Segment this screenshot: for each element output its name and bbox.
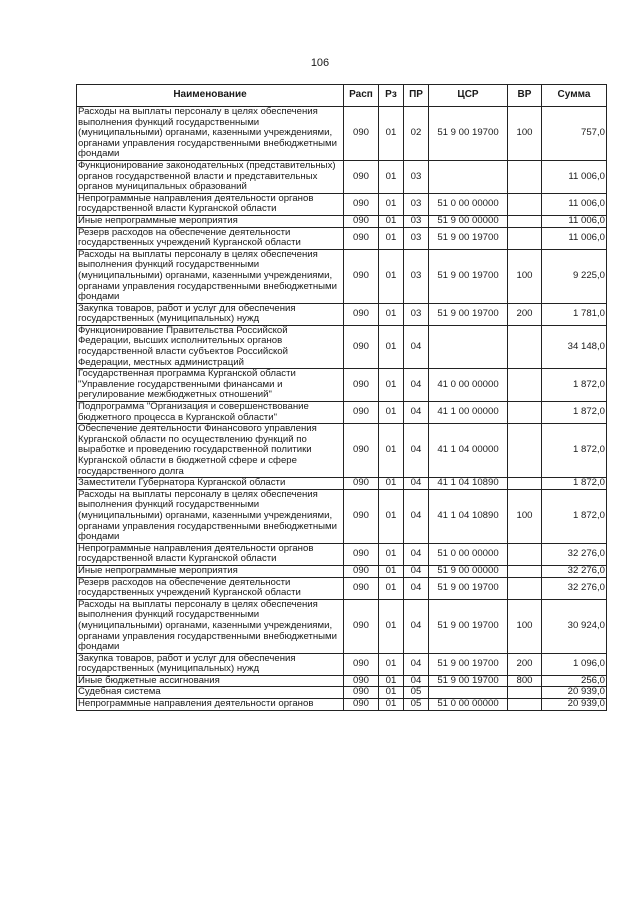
table-row xyxy=(77,478,607,490)
cell-pr: 03 xyxy=(404,215,429,227)
cell-sum: 34 148,0 xyxy=(542,325,607,368)
cell-sum: 30 924,0 xyxy=(542,599,607,653)
cell-pr: 05 xyxy=(404,687,429,699)
header-rz: Рз xyxy=(379,85,404,107)
cell-pr: 04 xyxy=(404,478,429,490)
cell-sum: 1 872,0 xyxy=(542,489,607,543)
cell-pr: 03 xyxy=(404,249,429,303)
cell-name: Закупка товаров, работ и услуг для обеспечения государственных (муниципальных) нужд xyxy=(77,303,344,325)
cell-name: Иные непрограммные мероприятия xyxy=(77,215,344,227)
header-csr: ЦСР xyxy=(429,85,508,107)
cell-name: Заместители Губернатора Курганской области xyxy=(77,478,344,490)
cell-vr xyxy=(508,687,542,699)
table-row xyxy=(77,160,607,193)
table-row xyxy=(77,325,607,368)
cell-csr: 41 1 00 00000 xyxy=(429,402,508,424)
cell-name: Закупка товаров, работ и услуг для обеспечения государственных (муниципальных) нужд xyxy=(77,653,344,675)
cell-vr: 100 xyxy=(508,599,542,653)
cell-rasp: 090 xyxy=(344,599,379,653)
cell-csr: 51 0 00 00000 xyxy=(429,543,508,565)
cell-name: Подпрограмма "Организация и совершенствование бюджетного процесса в Курганской области" xyxy=(77,402,344,424)
cell-vr: 100 xyxy=(508,107,542,161)
cell-rasp: 090 xyxy=(344,489,379,543)
cell-csr: 51 9 00 19700 xyxy=(429,653,508,675)
cell-pr: 04 xyxy=(404,325,429,368)
cell-csr: 51 9 00 19700 xyxy=(429,249,508,303)
table-row xyxy=(77,489,607,543)
table-row xyxy=(77,565,607,577)
cell-sum: 256,0 xyxy=(542,675,607,687)
cell-vr: 200 xyxy=(508,653,542,675)
cell-name: Расходы на выплаты персоналу в целях обеспечения выполнения функций государственными (муниципальными) органами, казенными учреждениями, органами управления государственными внебюджетными фондами xyxy=(77,107,344,161)
cell-pr: 04 xyxy=(404,653,429,675)
cell-rz: 01 xyxy=(379,193,404,215)
cell-sum: 9 225,0 xyxy=(542,249,607,303)
cell-vr xyxy=(508,699,542,711)
cell-csr: 51 9 00 00000 xyxy=(429,565,508,577)
cell-vr: 100 xyxy=(508,489,542,543)
cell-pr: 04 xyxy=(404,565,429,577)
cell-vr: 200 xyxy=(508,303,542,325)
cell-pr: 03 xyxy=(404,227,429,249)
table-row xyxy=(77,687,607,699)
cell-rasp: 090 xyxy=(344,227,379,249)
cell-pr: 04 xyxy=(404,543,429,565)
cell-pr: 04 xyxy=(404,369,429,402)
cell-csr: 51 9 00 19700 xyxy=(429,577,508,599)
cell-sum: 1 872,0 xyxy=(542,369,607,402)
cell-name: Государственная программа Курганской области "Управление государственными финансами и регулирование межбюджетных отношений" xyxy=(77,369,344,402)
cell-vr xyxy=(508,424,542,478)
cell-rz: 01 xyxy=(379,489,404,543)
cell-name: Обеспечение деятельности Финансового управления Курганской области по осуществлению функций по выработке и проведению государственной политики Курганской области в бюджетной сфере и сфере государственного долга xyxy=(77,424,344,478)
table-row xyxy=(77,699,607,711)
cell-rasp: 090 xyxy=(344,653,379,675)
cell-vr xyxy=(508,193,542,215)
cell-vr xyxy=(508,215,542,227)
cell-rz: 01 xyxy=(379,543,404,565)
cell-rz: 01 xyxy=(379,107,404,161)
cell-name: Расходы на выплаты персоналу в целях обеспечения выполнения функций государственными (муниципальными) органами, казенными учреждениями, органами управления государственными внебюджетными фондами xyxy=(77,249,344,303)
cell-rasp: 090 xyxy=(344,687,379,699)
cell-rasp: 090 xyxy=(344,478,379,490)
cell-pr: 03 xyxy=(404,193,429,215)
header-pr: ПР xyxy=(404,85,429,107)
cell-name: Иные непрограммные мероприятия xyxy=(77,565,344,577)
cell-vr: 100 xyxy=(508,249,542,303)
table-row xyxy=(77,369,607,402)
cell-csr xyxy=(429,160,508,193)
table-row xyxy=(77,424,607,478)
header-sum: Сумма xyxy=(542,85,607,107)
cell-sum: 20 939,0 xyxy=(542,687,607,699)
cell-rasp: 090 xyxy=(344,215,379,227)
cell-name: Непрограммные направления деятельности органов государственной власти Курганской области xyxy=(77,193,344,215)
cell-rasp: 090 xyxy=(344,424,379,478)
cell-sum: 32 276,0 xyxy=(542,543,607,565)
cell-csr: 41 0 00 00000 xyxy=(429,369,508,402)
table-header xyxy=(77,85,607,107)
header-name: Наименование xyxy=(77,85,344,107)
cell-name: Иные бюджетные ассигнования xyxy=(77,675,344,687)
cell-csr: 51 9 00 19700 xyxy=(429,107,508,161)
cell-rasp: 090 xyxy=(344,699,379,711)
cell-csr: 51 9 00 19700 xyxy=(429,303,508,325)
cell-rasp: 090 xyxy=(344,107,379,161)
cell-vr xyxy=(508,402,542,424)
cell-rz: 01 xyxy=(379,249,404,303)
cell-csr: 41 1 04 00000 xyxy=(429,424,508,478)
cell-rz: 01 xyxy=(379,160,404,193)
cell-vr xyxy=(508,160,542,193)
cell-rz: 01 xyxy=(379,325,404,368)
cell-rz: 01 xyxy=(379,565,404,577)
table-row xyxy=(77,193,607,215)
cell-vr xyxy=(508,369,542,402)
cell-sum: 1 872,0 xyxy=(542,424,607,478)
cell-rz: 01 xyxy=(379,653,404,675)
cell-rz: 01 xyxy=(379,424,404,478)
cell-pr: 02 xyxy=(404,107,429,161)
cell-vr xyxy=(508,227,542,249)
cell-csr xyxy=(429,325,508,368)
cell-vr: 800 xyxy=(508,675,542,687)
cell-rasp: 090 xyxy=(344,543,379,565)
cell-sum: 1 096,0 xyxy=(542,653,607,675)
table-row xyxy=(77,303,607,325)
cell-name: Расходы на выплаты персоналу в целях обеспечения выполнения функций государственными (муниципальными) органами, казенными учреждениями, органами управления государственными внебюджетными фондами xyxy=(77,599,344,653)
cell-sum: 757,0 xyxy=(542,107,607,161)
cell-rasp: 090 xyxy=(344,160,379,193)
cell-pr: 03 xyxy=(404,160,429,193)
cell-csr: 51 9 00 19700 xyxy=(429,227,508,249)
table-row xyxy=(77,227,607,249)
cell-name: Непрограммные направления деятельности органов xyxy=(77,699,344,711)
header-row xyxy=(77,85,607,107)
cell-rasp: 090 xyxy=(344,369,379,402)
cell-pr: 04 xyxy=(404,489,429,543)
table-row xyxy=(77,543,607,565)
table-row xyxy=(77,577,607,599)
cell-csr: 51 9 00 19700 xyxy=(429,675,508,687)
cell-sum: 1 781,0 xyxy=(542,303,607,325)
cell-csr: 51 9 00 00000 xyxy=(429,215,508,227)
table-row xyxy=(77,249,607,303)
cell-vr xyxy=(508,543,542,565)
cell-csr xyxy=(429,687,508,699)
cell-rz: 01 xyxy=(379,699,404,711)
cell-rz: 01 xyxy=(379,478,404,490)
cell-csr: 51 9 00 19700 xyxy=(429,599,508,653)
cell-rasp: 090 xyxy=(344,325,379,368)
page-number: 106 xyxy=(310,57,330,69)
cell-pr: 05 xyxy=(404,699,429,711)
cell-rz: 01 xyxy=(379,227,404,249)
cell-rz: 01 xyxy=(379,599,404,653)
cell-rasp: 090 xyxy=(344,402,379,424)
cell-sum: 32 276,0 xyxy=(542,577,607,599)
cell-csr: 51 0 00 00000 xyxy=(429,193,508,215)
cell-rasp: 090 xyxy=(344,577,379,599)
cell-rasp: 090 xyxy=(344,675,379,687)
cell-sum: 11 006,0 xyxy=(542,227,607,249)
cell-sum: 1 872,0 xyxy=(542,478,607,490)
cell-pr: 03 xyxy=(404,303,429,325)
cell-csr: 41 1 04 10890 xyxy=(429,478,508,490)
cell-csr: 41 1 04 10890 xyxy=(429,489,508,543)
cell-rasp: 090 xyxy=(344,303,379,325)
cell-pr: 04 xyxy=(404,424,429,478)
cell-sum: 1 872,0 xyxy=(542,402,607,424)
header-rasp: Расп xyxy=(344,85,379,107)
cell-rz: 01 xyxy=(379,369,404,402)
cell-name: Резерв расходов на обеспечение деятельности государственных учреждений Курганской области xyxy=(77,227,344,249)
cell-rz: 01 xyxy=(379,577,404,599)
cell-rasp: 090 xyxy=(344,193,379,215)
cell-pr: 04 xyxy=(404,577,429,599)
cell-name: Расходы на выплаты персоналу в целях обеспечения выполнения функций государственными (муниципальными) органами, казенными учреждениями, органами управления государственными внебюджетными фондами xyxy=(77,489,344,543)
cell-name: Судебная система xyxy=(77,687,344,699)
table-row xyxy=(77,215,607,227)
cell-name: Функционирование законодательных (представительных) органов государственной власти и представительных органов муниципальных образований xyxy=(77,160,344,193)
cell-pr: 04 xyxy=(404,675,429,687)
cell-vr xyxy=(508,565,542,577)
cell-sum: 11 006,0 xyxy=(542,160,607,193)
cell-name: Непрограммные направления деятельности органов государственной власти Курганской области xyxy=(77,543,344,565)
header-vr: ВР xyxy=(508,85,542,107)
cell-rz: 01 xyxy=(379,687,404,699)
cell-vr xyxy=(508,577,542,599)
cell-sum: 11 006,0 xyxy=(542,215,607,227)
table-row xyxy=(77,599,607,653)
cell-rasp: 090 xyxy=(344,249,379,303)
cell-name: Функционирование Правительства Российской Федерации, высших исполнительных органов государственной власти субъектов Российской Федерации, местных администраций xyxy=(77,325,344,368)
cell-sum: 32 276,0 xyxy=(542,565,607,577)
cell-rz: 01 xyxy=(379,675,404,687)
cell-rz: 01 xyxy=(379,215,404,227)
cell-pr: 04 xyxy=(404,599,429,653)
cell-vr xyxy=(508,478,542,490)
cell-sum: 11 006,0 xyxy=(542,193,607,215)
table-row xyxy=(77,107,607,161)
table-row xyxy=(77,402,607,424)
table-row xyxy=(77,653,607,675)
cell-name: Резерв расходов на обеспечение деятельности государственных учреждений Курганской области xyxy=(77,577,344,599)
cell-csr: 51 0 00 00000 xyxy=(429,699,508,711)
cell-pr: 04 xyxy=(404,402,429,424)
budget-table xyxy=(76,84,607,711)
cell-rz: 01 xyxy=(379,402,404,424)
cell-vr xyxy=(508,325,542,368)
cell-rasp: 090 xyxy=(344,565,379,577)
cell-sum: 20 939,0 xyxy=(542,699,607,711)
table-body xyxy=(77,107,607,711)
table-row xyxy=(77,675,607,687)
cell-rz: 01 xyxy=(379,303,404,325)
